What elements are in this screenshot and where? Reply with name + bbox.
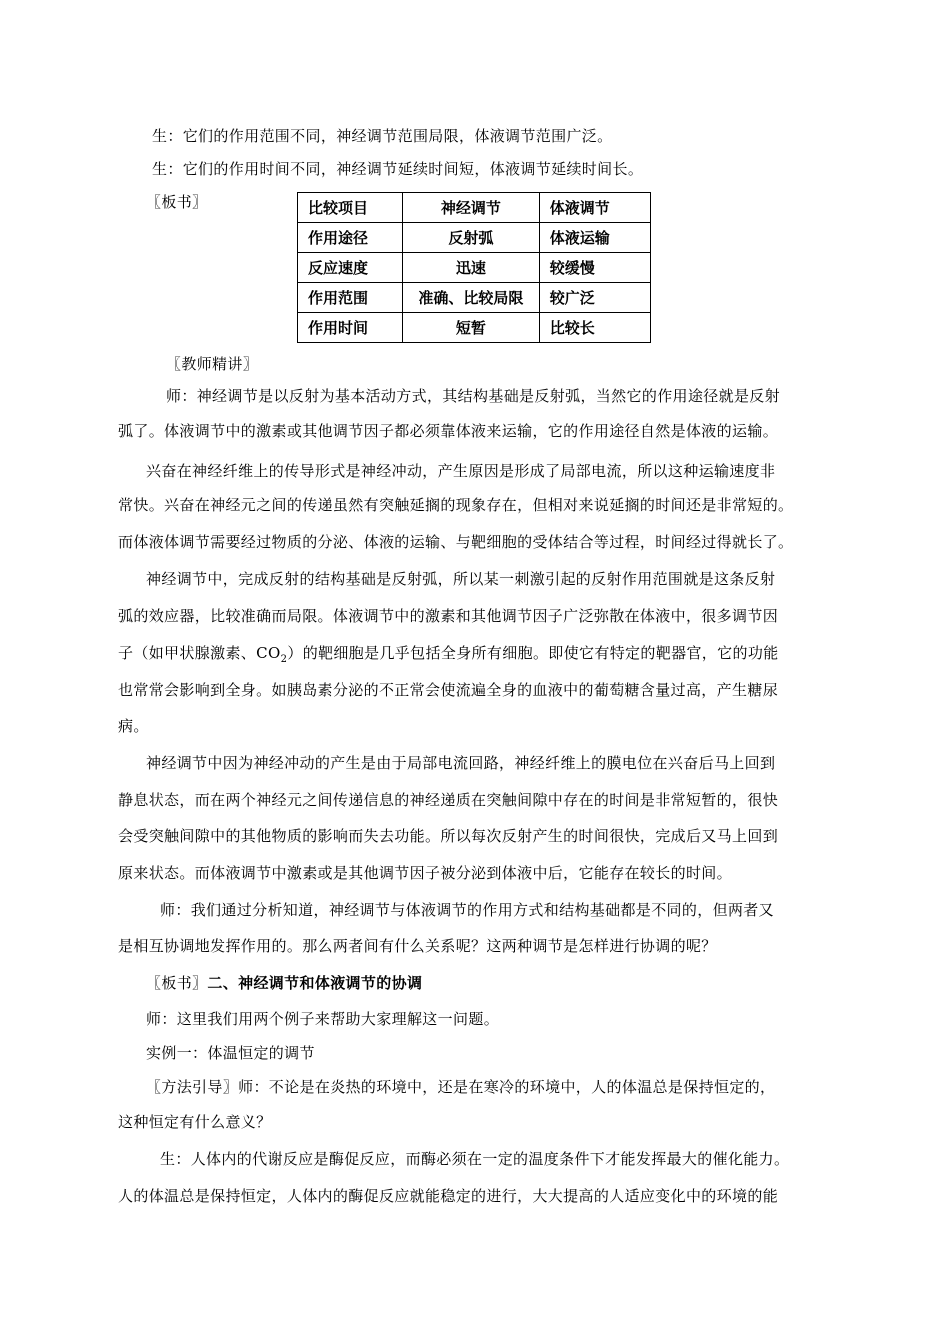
co2-line-end: ）的靶细胞是几乎包括全身所有细胞。即使它有特定的靶器官，它的功能 xyxy=(287,644,779,662)
paragraph-line: 静息状态，而在两个神经元之间传递信息的神经递质在突触间隙中存在的时间是非常短暂的，很快 xyxy=(118,791,779,809)
table-header-cell: 神经调节 xyxy=(403,193,540,223)
paragraph-line: 而体液体调节需要经过物质的分泌、体液的运输、与靶细胞的受体结合等过程，时间经过得就长了。 xyxy=(118,533,794,551)
table-cell: 短暂 xyxy=(403,313,540,343)
table-row xyxy=(298,283,651,313)
paragraph-line: 弧的效应器，比较准确而局限。体液调节中的激素和其他调节因子广泛弥散在体液中，很多调节因 xyxy=(118,607,779,625)
student-answer-range: 生：它们的作用范围不同，神经调节范围局限，体液调节范围广泛。 xyxy=(152,127,613,145)
table-header-row xyxy=(298,193,651,223)
table-cell: 体液运输 xyxy=(539,223,650,253)
paragraph-line: 神经调节中因为神经冲动的产生是由于局部电流回路，神经纤维上的膜电位在兴奋后马上回到 xyxy=(146,754,776,772)
table-header-cell: 体液调节 xyxy=(539,193,650,223)
paragraph-line: 兴奋在神经纤维上的传导形式是神经冲动，产生原因是形成了局部电流，所以这种运输速度非 xyxy=(146,462,776,480)
board-2-title: 二、神经调节和体液调节的协调 xyxy=(207,974,423,992)
teacher-intro-line: 师：这里我们用两个例子来帮助大家理解这一问题。 xyxy=(146,1010,500,1028)
paragraph-line: 会受突触间隙中的其他物质的影响而失去功能。所以每次反射产生的时间很快，完成后又马上回到 xyxy=(118,827,779,845)
board-label: 〖板书〗 xyxy=(146,193,208,211)
table-cell: 较广泛 xyxy=(539,283,650,313)
co2-subscript: 2 xyxy=(280,654,288,665)
method-text: 师：不论是在炎热的环境中，还是在寒冷的环境中，人的体温总是保持恒定的， xyxy=(238,1078,776,1096)
table-cell: 比较长 xyxy=(539,313,650,343)
table-row xyxy=(298,253,651,283)
paragraph-line: 这种恒定有什么意义？ xyxy=(118,1113,272,1131)
paragraph-line: 神经调节中，完成反射的结构基础是反射弧，所以某一刺激引起的反射作用范围就是这条反射 xyxy=(146,570,776,588)
co2-line-start: 子（如甲状腺激素、CO xyxy=(118,644,281,662)
paragraph-line: 人的体温总是保持恒定，人体内的酶促反应就能稳定的进行，大大提高的人适应变化中的环境的能 xyxy=(118,1187,779,1205)
method-label: 〖方法引导〗 xyxy=(146,1078,239,1096)
table-header-cell: 比较项目 xyxy=(298,193,403,223)
table-row xyxy=(298,223,651,253)
paragraph-line: 原来状态。而体液调节中激素或是其他调节因子被分泌到体液中后，它能存在较长的时间。 xyxy=(118,864,733,882)
paragraph-line xyxy=(118,643,779,670)
table-cell: 较缓慢 xyxy=(539,253,650,283)
paragraph-line: 常快。兴奋在神经元之间的传递虽然有突触延搁的现象存在，但相对来说延搁的时间还是非常短的。 xyxy=(118,496,794,514)
paragraph-line: 生：人体内的代谢反应是酶促反应，而酶必须在一定的温度条件下才能发挥最大的催化能力。 xyxy=(160,1150,790,1168)
teacher-section-label: 〖教师精讲〗 xyxy=(166,355,259,373)
paragraph-line: 师：我们通过分析知道，神经调节与体液调节的作用方式和结构基础都是不同的，但两者又 xyxy=(160,901,775,919)
table-cell: 反应速度 xyxy=(298,253,403,283)
example-1-title: 实例一：体温恒定的调节 xyxy=(146,1044,315,1062)
paragraph-line: 病。 xyxy=(118,717,149,735)
paragraph-line: 是相互协调地发挥作用的。那么两者间有什么关系呢？这两种调节是怎样进行协调的呢？ xyxy=(118,937,717,955)
table-cell: 迅速 xyxy=(403,253,540,283)
board-2-label: 〖板书〗 xyxy=(146,974,208,992)
table-row xyxy=(298,313,651,343)
table-cell: 作用范围 xyxy=(298,283,403,313)
table-cell: 准确、比较局限 xyxy=(403,283,540,313)
table-cell: 作用时间 xyxy=(298,313,403,343)
paragraph-line: 弧了。体液调节中的激素或其他调节因子都必须靠体液来运输，它的作用途径自然是体液的运输。 xyxy=(118,422,779,440)
student-answer-time: 生：它们的作用时间不同，神经调节延续时间短，体液调节延续时间长。 xyxy=(152,160,644,178)
comparison-table xyxy=(297,192,651,343)
paragraph-line: 师：神经调节是以反射为基本活动方式，其结构基础是反射弧，当然它的作用途径就是反射 xyxy=(166,387,781,405)
table-cell: 反射弧 xyxy=(403,223,540,253)
table-cell: 作用途径 xyxy=(298,223,403,253)
paragraph-line: 也常常会影响到全身。如胰岛素分泌的不正常会使流遍全身的血液中的葡萄糖含量过高，产生糖尿 xyxy=(118,681,779,699)
board-2-heading xyxy=(146,973,422,993)
method-guide-line xyxy=(146,1077,775,1097)
